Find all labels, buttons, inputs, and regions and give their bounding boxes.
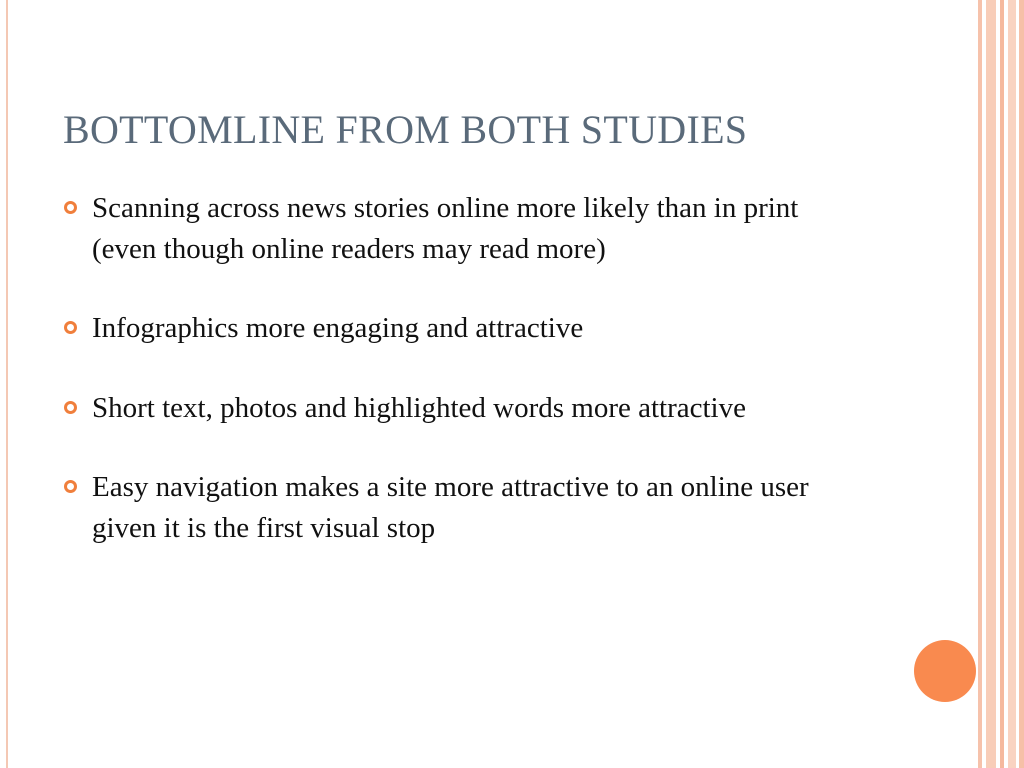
bullet-item (62, 388, 862, 429)
left-border-rule (6, 0, 8, 768)
slide-title: BOTTOMLINE FROM BOTH STUDIES (63, 107, 748, 152)
bullet-text: Easy navigation makes a site more attractive to an online user given it is the first visual stop (92, 471, 809, 544)
bullet-item (62, 308, 862, 349)
hollow-circle-bullet-icon (64, 401, 77, 414)
right-border-stripe (1000, 0, 1004, 768)
orange-circle-decoration (914, 640, 976, 702)
bullet-item (62, 188, 862, 269)
bullet-item (62, 467, 862, 548)
bullet-text: Infographics more engaging and attractive (92, 312, 584, 344)
right-border-stripe (978, 0, 982, 768)
right-border-stripe (986, 0, 996, 768)
bullet-text: Scanning across news stories online more likely than in print (even though online readers may read more) (92, 192, 799, 265)
hollow-circle-bullet-icon (64, 201, 77, 214)
right-border-stripe (1019, 0, 1024, 768)
hollow-circle-bullet-icon (64, 480, 77, 493)
right-border-stripe (1008, 0, 1016, 768)
bullet-text: Short text, photos and highlighted words more attractive (92, 391, 746, 424)
bullet-list (62, 188, 862, 548)
hollow-circle-bullet-icon (64, 321, 77, 334)
